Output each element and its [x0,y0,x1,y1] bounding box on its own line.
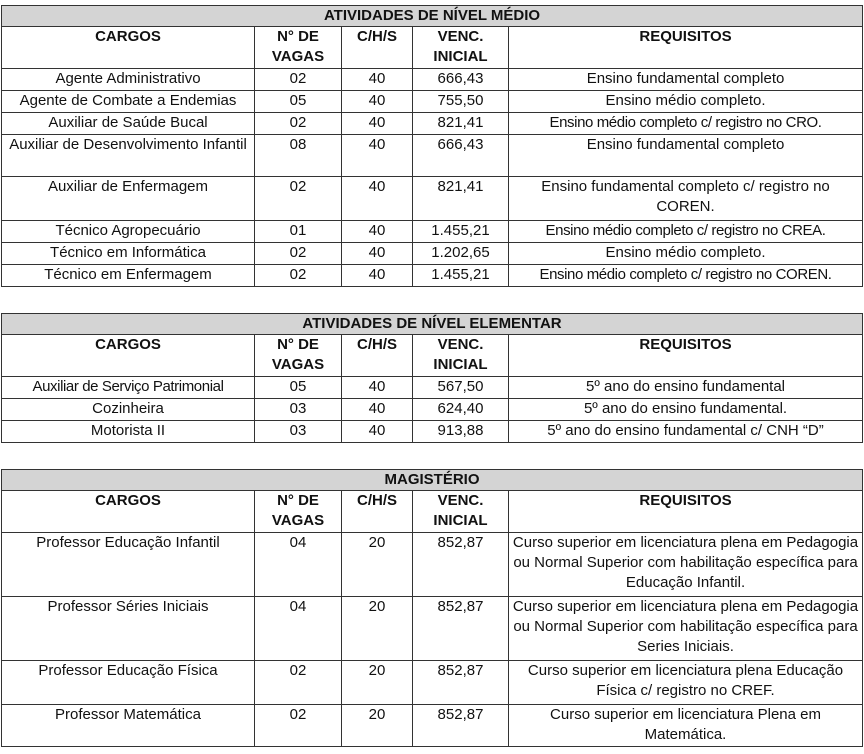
table-row [2,177,863,221]
header-venc: VENC. INICIAL [413,335,509,377]
cell-requisitos: Ensino médio completo c/ registro no CRO. [509,113,863,135]
table-magisterio [1,469,863,747]
cell-chs: 40 [342,135,413,177]
cell-vagas: 02 [255,661,342,705]
cell-venc: 821,41 [413,113,509,135]
header-venc: VENC. INICIAL [413,27,509,69]
header-chs: C/H/S [342,27,413,69]
cell-chs: 20 [342,705,413,747]
table-row [2,265,863,287]
cell-chs: 40 [342,421,413,443]
header-cargos: CARGOS [2,335,255,377]
cell-cargo: Auxiliar de Saúde Bucal [2,113,255,135]
header-requisitos: REQUISITOS [509,27,863,69]
cell-vagas: 08 [255,135,342,177]
cell-cargo: Técnico Agropecuário [2,221,255,243]
cell-venc: 567,50 [413,377,509,399]
table-row [2,113,863,135]
cell-vagas: 02 [255,265,342,287]
cell-cargo: Motorista II [2,421,255,443]
cell-requisitos: 5º ano do ensino fundamental. [509,399,863,421]
cell-chs: 40 [342,265,413,287]
header-cargos: CARGOS [2,27,255,69]
cell-venc: 1.455,21 [413,265,509,287]
cell-cargo: Técnico em Enfermagem [2,265,255,287]
cell-vagas: 04 [255,597,342,661]
cell-venc: 755,50 [413,91,509,113]
cell-requisitos: Ensino fundamental completo [509,69,863,91]
header-requisitos: REQUISITOS [509,335,863,377]
table-row [2,221,863,243]
cell-vagas: 02 [255,177,342,221]
header-requisitos: REQUISITOS [509,491,863,533]
table-row [2,597,863,661]
cell-chs: 20 [342,661,413,705]
cell-venc: 666,43 [413,135,509,177]
table-row [2,533,863,597]
cell-requisitos: Ensino médio completo. [509,91,863,113]
cell-requisitos: Curso superior em licenciatura plena em Pedagogia ou Normal Superior com habilitação específica para Educação Infantil. [509,533,863,597]
cell-chs: 40 [342,69,413,91]
table-row [2,243,863,265]
cell-venc: 821,41 [413,177,509,221]
table-row [2,705,863,747]
cell-chs: 40 [342,177,413,221]
cell-venc: 1.455,21 [413,221,509,243]
section-title: ATIVIDADES DE NÍVEL ELEMENTAR [2,314,863,335]
cell-venc: 852,87 [413,533,509,597]
cell-vagas: 03 [255,421,342,443]
cell-chs: 40 [342,243,413,265]
cell-vagas: 02 [255,705,342,747]
cell-cargo: Professor Séries Iniciais [2,597,255,661]
table-row [2,91,863,113]
header-vagas: N° DE VAGAS [255,491,342,533]
table-row [2,661,863,705]
cell-cargo: Professor Educação Infantil [2,533,255,597]
section-title: ATIVIDADES DE NÍVEL MÉDIO [2,6,863,27]
cell-chs: 20 [342,533,413,597]
header-cargos: CARGOS [2,491,255,533]
cell-chs: 20 [342,597,413,661]
cell-vagas: 04 [255,533,342,597]
cell-vagas: 05 [255,377,342,399]
table-nivel-elementar [1,313,863,443]
cell-requisitos: Ensino médio completo c/ registro no CREA. [509,221,863,243]
cell-cargo: Professor Matemática [2,705,255,747]
cell-vagas: 01 [255,221,342,243]
cell-venc: 852,87 [413,597,509,661]
cell-requisitos: Ensino médio completo. [509,243,863,265]
header-chs: C/H/S [342,491,413,533]
cell-cargo: Cozinheira [2,399,255,421]
cell-requisitos: Curso superior em licenciatura plena em Pedagogia ou Normal Superior com habilitação específica para Series Iniciais. [509,597,863,661]
cell-venc: 624,40 [413,399,509,421]
cell-vagas: 02 [255,113,342,135]
cell-vagas: 02 [255,243,342,265]
cell-vagas: 03 [255,399,342,421]
table-nivel-medio [1,5,863,287]
cell-chs: 40 [342,91,413,113]
cell-cargo: Professor Educação Física [2,661,255,705]
cell-requisitos: Curso superior em licenciatura plena Educação Física c/ registro no CREF. [509,661,863,705]
section-title: MAGISTÉRIO [2,470,863,491]
header-chs: C/H/S [342,335,413,377]
cell-venc: 913,88 [413,421,509,443]
cell-venc: 666,43 [413,69,509,91]
cell-venc: 852,87 [413,661,509,705]
cell-requisitos: 5º ano do ensino fundamental c/ CNH “D” [509,421,863,443]
cell-requisitos: 5º ano do ensino fundamental [509,377,863,399]
cell-chs: 40 [342,399,413,421]
header-venc: VENC. INICIAL [413,491,509,533]
cell-venc: 1.202,65 [413,243,509,265]
cell-requisitos: Ensino médio completo c/ registro no COREN. [509,265,863,287]
table-row [2,399,863,421]
cell-venc: 852,87 [413,705,509,747]
cell-chs: 40 [342,113,413,135]
table-row [2,421,863,443]
table-row [2,69,863,91]
cell-requisitos: Curso superior em licenciatura Plena em Matemática. [509,705,863,747]
cell-cargo: Agente Administrativo [2,69,255,91]
cell-requisitos: Ensino fundamental completo c/ registro no COREN. [509,177,863,221]
cell-requisitos: Ensino fundamental completo [509,135,863,177]
cell-cargo: Técnico em Informática [2,243,255,265]
cell-cargo: Auxiliar de Desenvolvimento Infantil [2,135,255,177]
cell-cargo: Agente de Combate a Endemias [2,91,255,113]
header-vagas: N° DE VAGAS [255,27,342,69]
header-vagas: N° DE VAGAS [255,335,342,377]
cell-cargo: Auxiliar de Enfermagem [2,177,255,221]
table-row [2,377,863,399]
table-row [2,135,863,177]
cell-chs: 40 [342,377,413,399]
cell-cargo: Auxiliar de Serviço Patrimonial [2,377,255,399]
cell-vagas: 05 [255,91,342,113]
cell-vagas: 02 [255,69,342,91]
cell-chs: 40 [342,221,413,243]
